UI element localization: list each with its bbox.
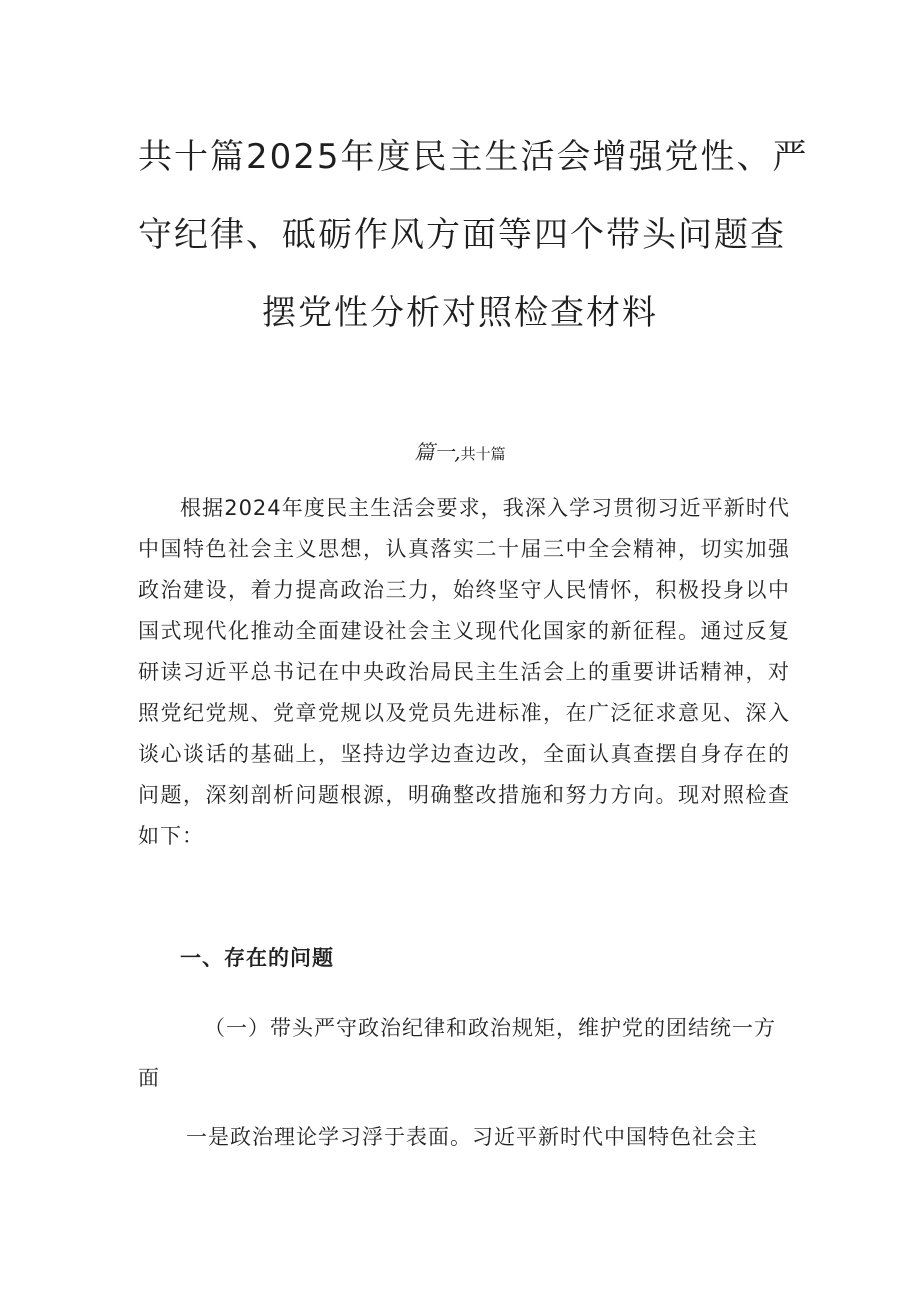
title-line: 共十篇2025年度民主生活会增强党性、严 xyxy=(138,137,809,177)
document-title xyxy=(138,118,809,352)
title-line: 守纪律、砥砺作风方面等四个带头问题查 xyxy=(138,215,786,255)
section-heading: 一、存在的问题 xyxy=(180,946,334,970)
subtitle-tag: 共十篇 xyxy=(460,445,506,463)
body-paragraph: 一是政治理论学习浮于表面。习近平新时代中国特色社会主 xyxy=(186,1125,758,1149)
subtitle-main: 篇一, xyxy=(414,440,461,464)
intro-paragraph: 根据2024年度民主生活会要求，我深入学习贯彻习近平新时代中国特色社会主义思想，认真落实二十届三中全会精神，切实加强政治建设，着力提高政治三力，始终坚守人民情怀，积极投身以中国式现代化推动全面建设社会主义现代化国家的新征程。通过反复研读习近平总书记在中央政治局民主生活会上的重要讲话精神，对照党纪党规、党章党规以及党员先进标准，在广泛征求意见、深入谈心谈话的基础上，坚持边学边查边改，全面认真查摆自身存在的问题，深刻剖析问题根源，明确整改措施和努力方向。现对照检查如下： xyxy=(138,496,790,848)
title-line: 摆党性分析对照检查材料 xyxy=(262,293,658,333)
subsection-heading: （一）带头严守政治纪律和政治规矩，维护党的团结统一方面 xyxy=(138,1016,776,1090)
article-subtitle xyxy=(0,436,920,465)
